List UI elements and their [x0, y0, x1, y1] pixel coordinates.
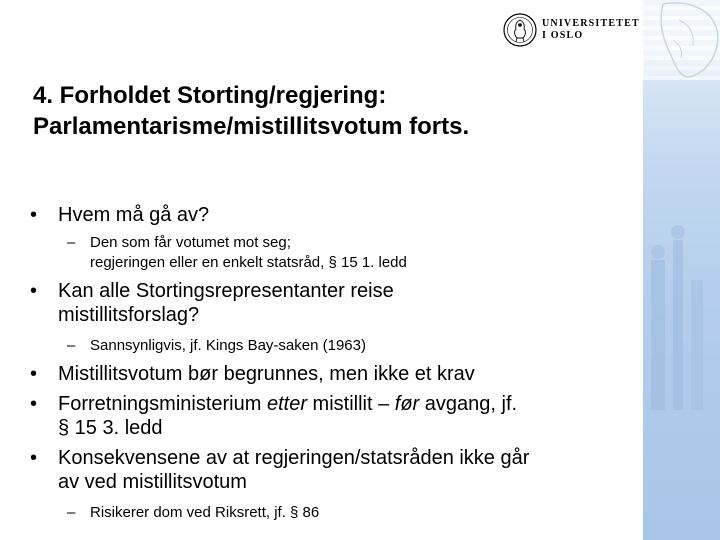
sub-bullet-item — [30, 503, 640, 523]
bullet-icon: • — [30, 363, 38, 385]
bullet-line: av ved mistillitsvotum — [58, 471, 247, 493]
sub-bullet-line: Den som får votumet mot seg; — [90, 234, 291, 251]
bullet-text: Mistillitsvotum bør begrunnes, men ikke et krav — [58, 363, 475, 385]
bullet-line — [58, 392, 640, 416]
bullet-item — [30, 279, 640, 327]
dash-icon: – — [67, 337, 76, 354]
university-name-line1: UNIVERSITETET — [542, 18, 640, 29]
bullet-line: Konsekvensene av at regjeringen/statsråden ikke går — [58, 447, 530, 469]
bullet-icon: • — [30, 393, 38, 415]
bullet-text-part: Forretningsministerium — [58, 393, 267, 415]
university-seal-icon — [502, 12, 538, 48]
bullet-item — [30, 203, 640, 227]
sub-bullet-item — [30, 336, 640, 356]
bullet-text-part: avgang, jf. — [419, 393, 518, 415]
bullet-text: Hvem må gå av? — [58, 204, 210, 226]
sub-bullet-line: regjeringen eller en enkelt statsråd, § 15 1. ledd — [90, 254, 407, 271]
bullet-text-italic: etter — [266, 393, 307, 415]
slide-title-line1: 4. Forholdet Storting/regjering: — [33, 82, 387, 109]
statue-figures-icon — [643, 180, 720, 440]
bullet-icon: • — [30, 280, 38, 302]
bullet-line: Kan alle Stortingsrepresentanter reise — [58, 280, 394, 302]
bullet-text-part: mistillit – — [306, 393, 395, 415]
university-name — [542, 18, 640, 42]
bullet-icon: • — [30, 204, 38, 226]
dash-icon: – — [67, 504, 76, 521]
university-name-line2: I OSLO — [542, 30, 584, 41]
slide-title-line2: Parlamentarisme/mistillitsvotum forts. — [33, 113, 470, 140]
dash-icon: – — [67, 234, 76, 251]
sub-bullet-item — [30, 233, 640, 273]
bullet-line: mistillitsforslag? — [58, 304, 200, 326]
statue-head-icon — [643, 0, 720, 90]
bullet-line: § 15 3. ledd — [58, 417, 163, 439]
university-logo — [502, 12, 642, 52]
bullet-item — [30, 362, 640, 386]
slide-body — [30, 203, 640, 529]
bullet-icon: • — [30, 447, 38, 469]
bullet-text-italic: før — [394, 393, 420, 415]
bullet-item — [30, 392, 640, 440]
bullet-item — [30, 446, 640, 494]
slide-title — [33, 80, 633, 142]
sub-bullet-line: Sannsynligvis, jf. Kings Bay-saken (1963) — [90, 337, 366, 354]
sub-bullet-line: Risikerer dom ved Riksrett, jf. § 86 — [90, 504, 320, 521]
decorative-side-band — [643, 0, 720, 540]
